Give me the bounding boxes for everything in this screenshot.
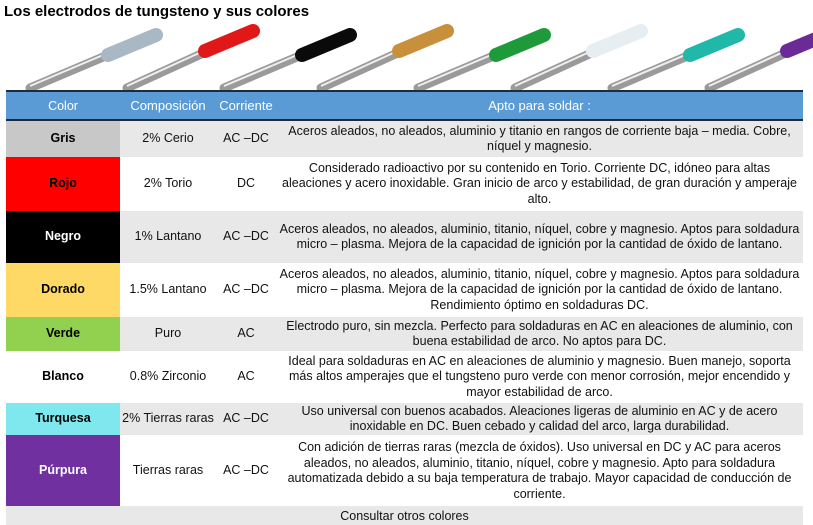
rod-rojo-tip xyxy=(205,31,253,51)
suitable-cell: Aceros aleados, no aleados, aluminio, titanio, níquel, cobre y magnesio. Aptos para soldadura micro – plasma. Mejora de la capacidad de ignición por la cantidad de óxido de lantano. Rendimiento óptimo en soldaduras DC. xyxy=(279,266,800,312)
rod-turquesa-tip xyxy=(690,35,738,55)
rod-negro-tip xyxy=(302,35,350,55)
composition-cell: 0.8% Zirconio xyxy=(129,369,207,384)
suitable-cell: Electrodo puro, sin mezcla. Perfecto para soldaduras en AC en aleaciones de aluminio, con buena estabilidad de arco. No aptos para DC. xyxy=(286,318,793,348)
suitable-cell: Uso universal con buenos acabados. Aleaciones ligeras de aluminio en AC y de acero inoxidable en DC. Buen cebado y calidad del arco, larga durabilidad. xyxy=(301,403,778,433)
header-current: Corriente xyxy=(219,98,273,113)
composition-cell: 2% Tierras raras xyxy=(122,411,214,426)
rod-gris-tip xyxy=(108,35,156,55)
suitable-cell: Considerado radioactivo por su contenido en Torio. Corriente DC, idóneo para altas aleaciones y acero inoxidable. Gran inicio de arco y estabilidad, de gran duración y amperaje alto. xyxy=(282,160,797,206)
color-cell: Turquesa xyxy=(6,403,120,435)
color-cell: Gris xyxy=(6,121,120,157)
rod-verde-tip xyxy=(496,35,544,55)
color-cell: Dorado xyxy=(6,263,120,317)
color-cell: Púrpura xyxy=(6,435,120,507)
suitable-cell: Aceros aleados, no aleados, aluminio, titanio, níquel, cobre y magnesio. Aptos para soldadura micro – plasma. Mejora de la capacidad de ignición por la cantidad de óxido de lantano. xyxy=(279,221,800,251)
rod-dorado-tip xyxy=(399,31,447,51)
composition-cell: 1.5% Lantano xyxy=(129,282,207,297)
current-cell: AC –DC xyxy=(223,463,269,478)
header-color: Color xyxy=(48,98,78,113)
header-suitable: Apto para soldar : xyxy=(488,98,591,113)
table-row xyxy=(6,263,803,317)
color-cell: Blanco xyxy=(6,351,120,403)
page-title: Los electrodos de tungsteno y sus colores xyxy=(4,3,310,20)
footer-note: Consultar otros colores xyxy=(6,506,803,525)
table-row xyxy=(6,351,803,403)
table-row xyxy=(6,317,803,351)
tungsten-rods-illustration xyxy=(0,0,813,90)
current-cell: AC –DC xyxy=(223,282,269,297)
color-cell: Rojo xyxy=(6,157,120,211)
table-row xyxy=(6,121,803,157)
header-composition: Composición xyxy=(130,98,206,113)
table-row xyxy=(6,157,803,211)
table-header xyxy=(6,92,803,121)
composition-cell: Puro xyxy=(154,326,182,341)
current-cell: AC xyxy=(237,326,255,341)
table-row xyxy=(6,435,803,507)
suitable-cell: Aceros aleados, no aleados, aluminio y titanio en rangos de corriente baja – media. Cobre, níquel y magnesio. xyxy=(288,123,791,153)
color-cell: Negro xyxy=(6,211,120,263)
current-cell: AC –DC xyxy=(223,229,269,244)
composition-cell: Tierras raras xyxy=(132,463,204,478)
current-cell: DC xyxy=(236,176,256,191)
rod-purpura-tip xyxy=(787,31,813,51)
suitable-cell: Ideal para soldaduras en AC en aleaciones de aluminio y magnesio. Buen manejo, soporta más altos amperajes que el tungsteno puro verde con menor corrosión, mejor encendido y mayor estabilidad de arco. xyxy=(288,353,791,399)
rod-blanco-tip xyxy=(593,31,641,51)
current-cell: AC xyxy=(237,369,255,384)
current-cell: AC –DC xyxy=(223,131,269,146)
suitable-cell: Con adición de tierras raras (mezcla de óxidos). Uso universal en DC y AC para aceros aleados, no aleados, aluminio, titanio, níquel, cobre y magnesio. Apto para soldadura automatizada debido a su baja temperatura de trabajo. Mayor capacidad de conducción de corriente. xyxy=(287,440,792,501)
composition-cell: 2% Torio xyxy=(143,176,193,191)
composition-cell: 2% Cerio xyxy=(142,131,194,146)
table-body xyxy=(6,121,803,507)
color-cell: Verde xyxy=(6,317,120,351)
composition-cell: 1% Lantano xyxy=(134,229,202,244)
table-row xyxy=(6,211,803,263)
table-row xyxy=(6,403,803,435)
current-cell: AC –DC xyxy=(223,411,269,426)
electrode-table xyxy=(6,90,803,507)
